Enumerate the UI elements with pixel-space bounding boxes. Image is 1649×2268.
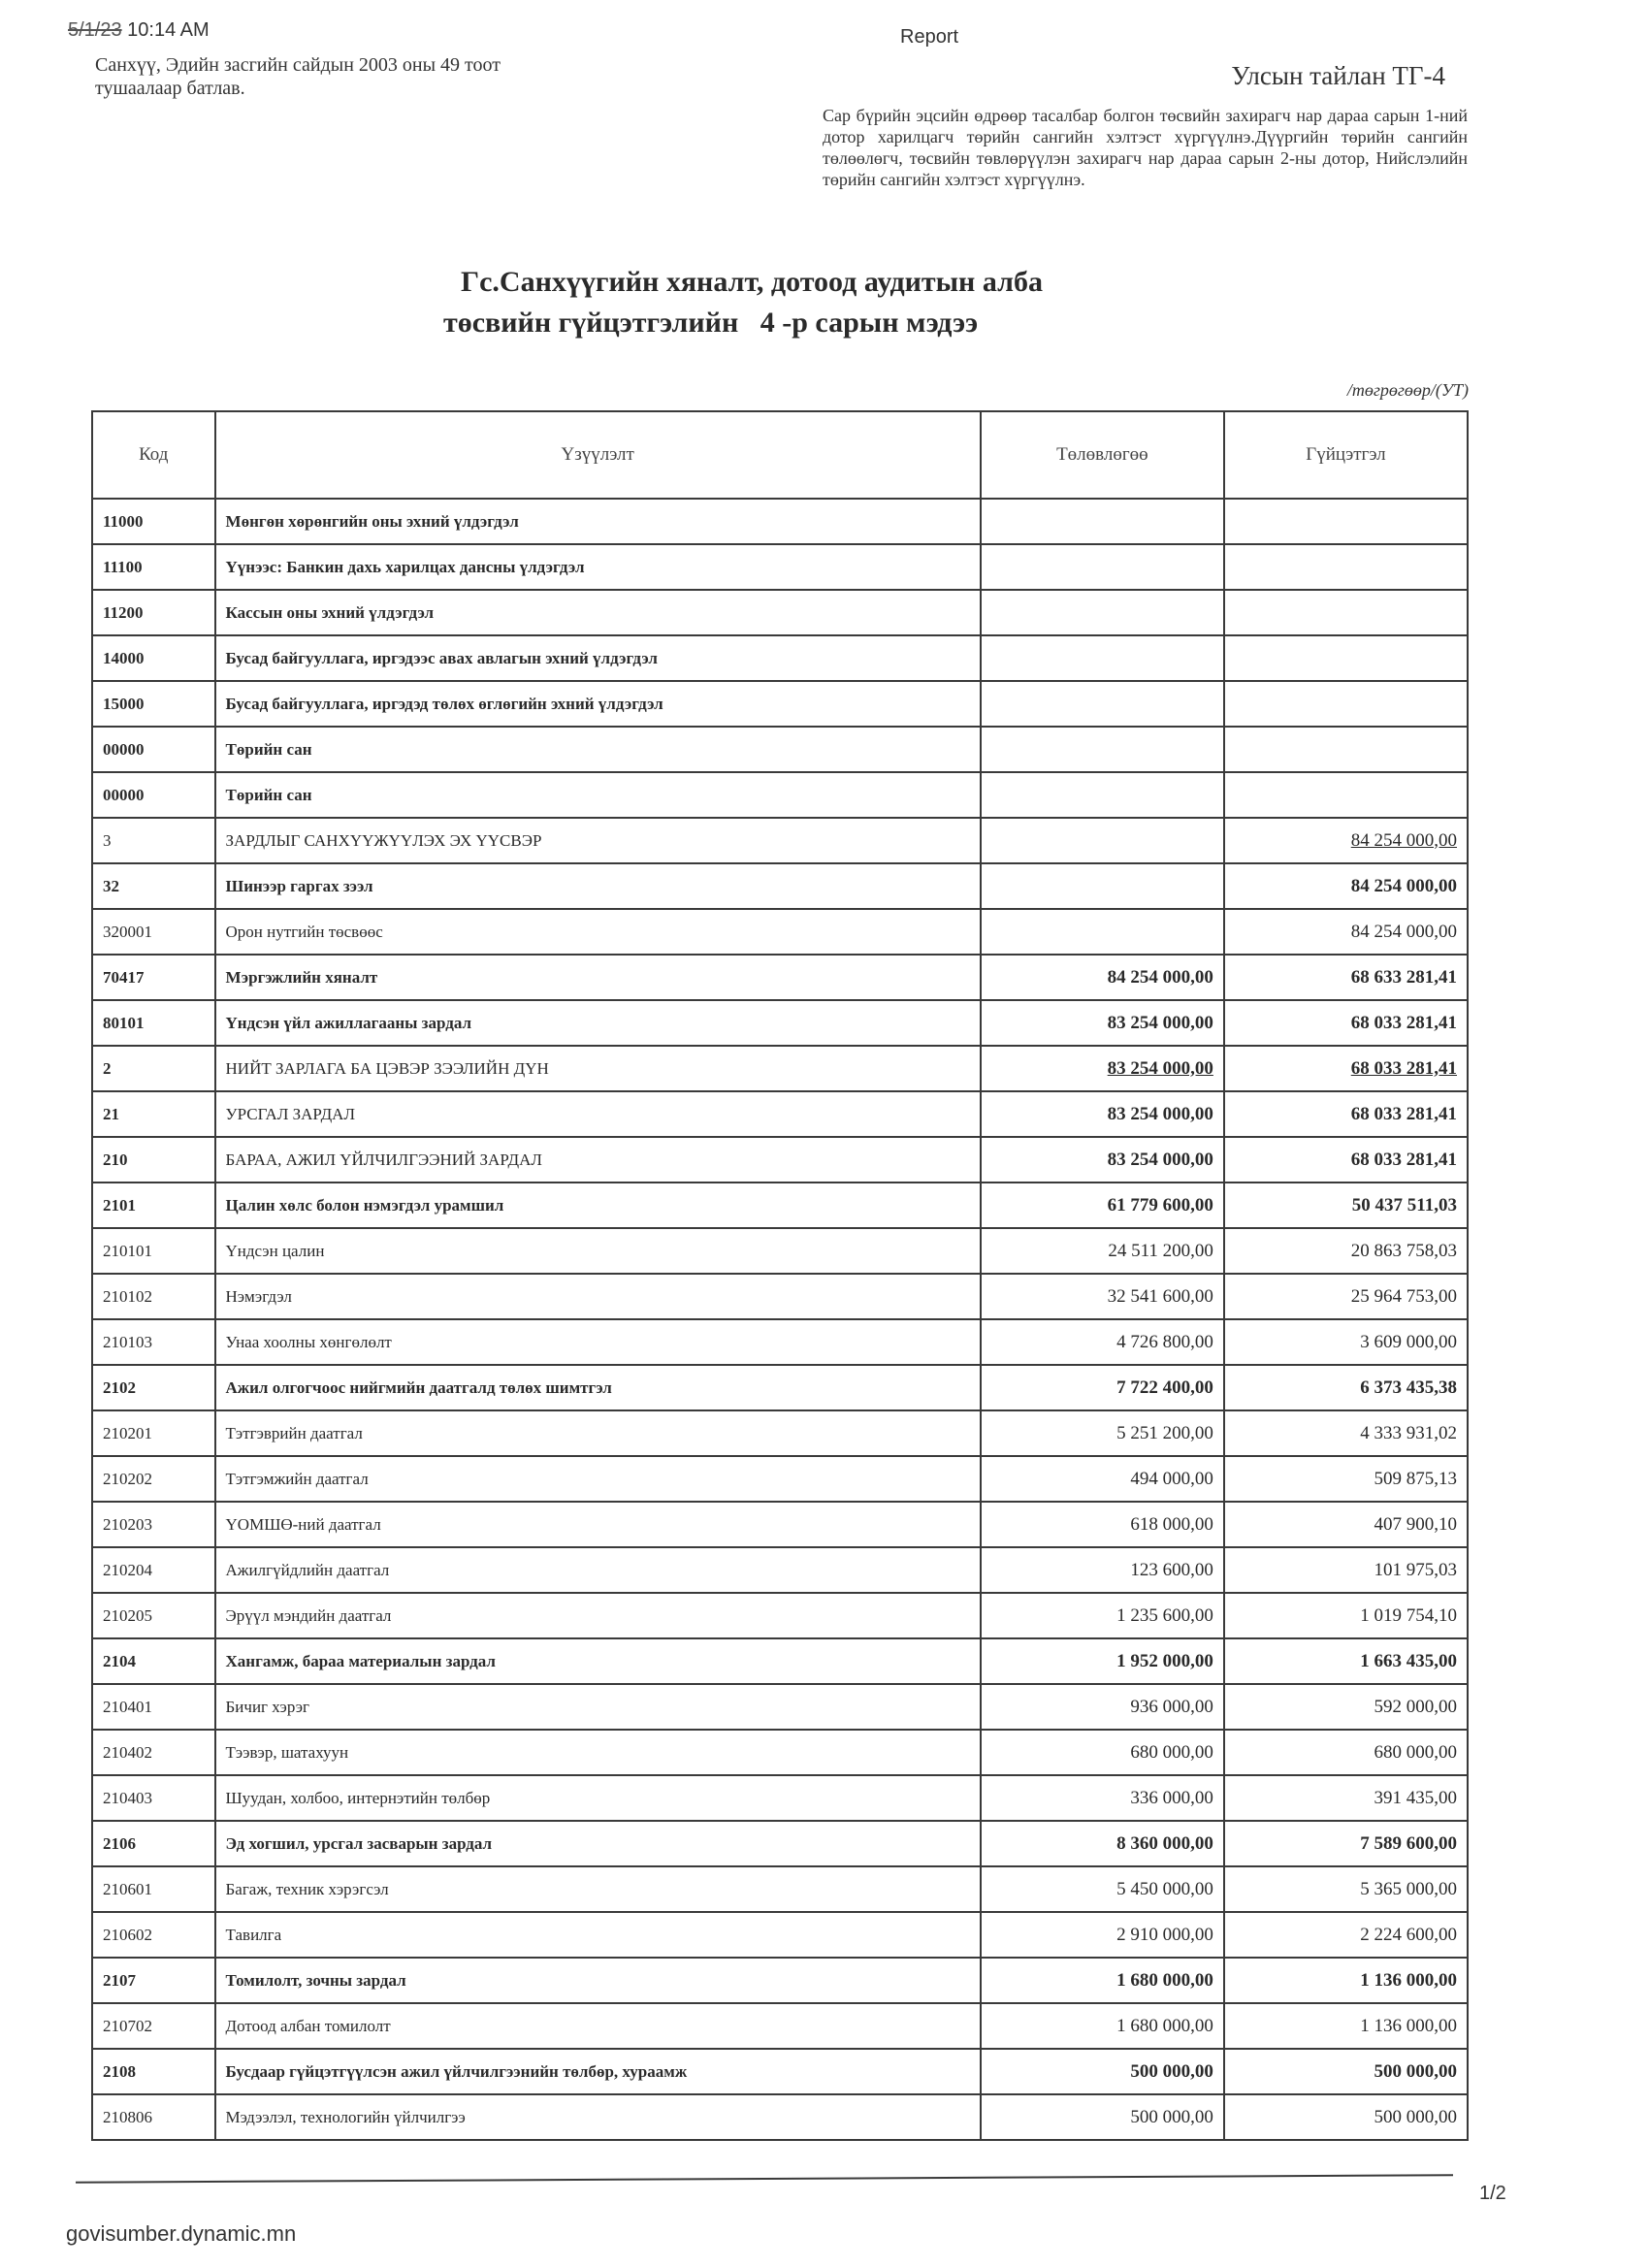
execution-value: 500 000,00 [1374,2060,1457,2082]
cell-execution [1224,1730,1468,1775]
cell-plan [981,863,1224,909]
execution-value: 20 863 758,03 [1350,1240,1457,1261]
cell-plan [981,1866,1224,1912]
table-row [92,1593,1468,1638]
table-row [92,681,1468,727]
execution-value: 1 136 000,00 [1360,2015,1457,2036]
execution-value: 2 224 600,00 [1360,1924,1457,1945]
cell-code: 320001 [92,909,215,955]
execution-value: 6 373 435,38 [1360,1377,1457,1398]
cell-execution [1224,1958,1468,2003]
cell-plan [981,499,1224,544]
cell-plan [981,2094,1224,2140]
cell-code: 70417 [92,955,215,1000]
print-header-title: Report [900,26,959,48]
cell-description: Тэтгэмжийн даатгал [215,1456,981,1502]
execution-value: 1 019 754,10 [1360,1604,1457,1626]
cell-description: Багаж, техник хэрэгсэл [215,1866,981,1912]
execution-value: 68 033 281,41 [1350,1149,1457,1170]
table-row [92,1365,1468,1410]
footer-site-url: govisumber.dynamic.mn [66,2221,297,2246]
plan-value: 1 235 600,00 [1116,1604,1213,1626]
table-row [92,1228,1468,1274]
cell-execution [1224,1593,1468,1638]
plan-value: 500 000,00 [1130,2106,1213,2127]
cell-execution [1224,635,1468,681]
cell-description: НИЙТ ЗАРЛАГА БА ЦЭВЭР ЗЭЭЛИЙН ДҮН [215,1046,981,1091]
cell-code: 210103 [92,1319,215,1365]
table-row [92,1183,1468,1228]
cell-code: 14000 [92,635,215,681]
cell-execution [1224,2049,1468,2094]
plan-value: 494 000,00 [1130,1468,1213,1489]
table-row [92,544,1468,590]
cell-description: Эрүүл мэндийн даатгал [215,1593,981,1638]
header-description: Үзүүлэлт [215,411,981,499]
cell-execution [1224,1365,1468,1410]
cell-code: 2108 [92,2049,215,2094]
cell-description: Нэмэгдэл [215,1274,981,1319]
plan-value: 83 254 000,00 [1107,1012,1213,1033]
table-row [92,499,1468,544]
cell-code: 210602 [92,1912,215,1958]
table-row [92,2094,1468,2140]
cell-description: Орон нутгийн төсвөөс [215,909,981,955]
cell-code: 2 [92,1046,215,1091]
cell-execution [1224,818,1468,863]
cell-code: 210205 [92,1593,215,1638]
cell-execution [1224,1912,1468,1958]
report-title-line-2: төсвийн гүйцэтгэлийн 4 -р сарын мэдээ [443,307,979,339]
cell-execution [1224,544,1468,590]
table-row [92,772,1468,818]
cell-description: Бусад байгууллага, иргэдээс авах авлагын эхний үлдэгдэл [215,635,981,681]
plan-value: 336 000,00 [1130,1787,1213,1808]
cell-plan [981,1091,1224,1137]
plan-value: 4 726 800,00 [1116,1331,1213,1352]
report-title [388,262,1261,343]
execution-value: 592 000,00 [1374,1696,1457,1717]
table-row [92,1775,1468,1821]
cell-code: 11000 [92,499,215,544]
execution-value: 7 589 600,00 [1360,1832,1457,1854]
approval-line-1: Санхүү, Эдийн засгийн сайдын 2003 оны 49 тоот [95,54,501,76]
plan-value: 32 541 600,00 [1107,1285,1213,1307]
execution-value: 68 033 281,41 [1350,1103,1457,1124]
execution-value: 1 136 000,00 [1360,1969,1457,1991]
cell-execution [1224,1274,1468,1319]
execution-value: 84 254 000,00 [1350,829,1457,851]
cell-plan [981,1958,1224,2003]
cell-execution [1224,863,1468,909]
cell-code: 210204 [92,1547,215,1593]
execution-value: 68 033 281,41 [1350,1012,1457,1033]
execution-value: 1 663 435,00 [1360,1650,1457,1671]
currency-unit: /төгрөгөөр/(УТ) [1346,380,1469,400]
cell-plan [981,544,1224,590]
table-row [92,727,1468,772]
print-date: 5/1/23 [68,19,122,41]
cell-plan [981,1547,1224,1593]
cell-description: Унаа хоолны хөнгөлөлт [215,1319,981,1365]
cell-plan [981,590,1224,635]
cell-description: Үүнээс: Банкин дахь харилцах дансны үлдэгдэл [215,544,981,590]
cell-plan [981,2049,1224,2094]
plan-value: 83 254 000,00 [1107,1149,1213,1170]
header-execution: Гүйцэтгэл [1224,411,1468,499]
plan-value: 5 251 200,00 [1116,1422,1213,1443]
cell-execution [1224,2094,1468,2140]
cell-plan [981,1365,1224,1410]
plan-value: 84 254 000,00 [1107,966,1213,988]
cell-code: 2101 [92,1183,215,1228]
table-row [92,1046,1468,1091]
table-row [92,1274,1468,1319]
cell-plan [981,1046,1224,1091]
cell-code: 11100 [92,544,215,590]
cell-description: Үндсэн үйл ажиллагааны зардал [215,1000,981,1046]
cell-description: Бичиг хэрэг [215,1684,981,1730]
plan-value: 83 254 000,00 [1107,1103,1213,1124]
plan-value: 936 000,00 [1130,1696,1213,1717]
cell-execution [1224,1410,1468,1456]
print-timestamp [68,19,210,42]
cell-description: Тээвэр, шатахуун [215,1730,981,1775]
approval-line-2: тушаалаар батлав. [95,78,245,99]
table-row [92,1684,1468,1730]
footer-divider [76,2174,1453,2183]
table-row [92,909,1468,955]
table-row [92,1638,1468,1684]
cell-execution [1224,1091,1468,1137]
cell-plan [981,909,1224,955]
cell-description: ҮОМШӨ-ний даатгал [215,1502,981,1547]
table-row [92,863,1468,909]
table-row [92,955,1468,1000]
print-time: 10:14 AM [127,19,210,41]
table-row [92,1000,1468,1046]
cell-description: БАРАА, АЖИЛ ҮЙЛЧИЛГЭЭНИЙ ЗАРДАЛ [215,1137,981,1183]
table-row [92,1319,1468,1365]
cell-description: Ажил олгогчоос нийгмийн даатгалд төлөх шимтгэл [215,1365,981,1410]
execution-value: 4 333 931,02 [1360,1422,1457,1443]
cell-code: 3 [92,818,215,863]
cell-code: 210403 [92,1775,215,1821]
cell-description: Тэтгэврийн даатгал [215,1410,981,1456]
cell-execution [1224,499,1468,544]
cell-code: 00000 [92,772,215,818]
cell-plan [981,1593,1224,1638]
report-title-line-1: Гс.Санхүүгийн хяналт, дотоод аудитын алба [461,266,1043,298]
cell-execution [1224,1866,1468,1912]
cell-execution [1224,1821,1468,1866]
table-row [92,1821,1468,1866]
plan-value: 618 000,00 [1130,1513,1213,1535]
cell-code: 210202 [92,1456,215,1502]
cell-execution [1224,681,1468,727]
cell-execution [1224,1228,1468,1274]
cell-execution [1224,1502,1468,1547]
execution-value: 5 365 000,00 [1360,1878,1457,1899]
cell-description: Томилолт, зочны зардал [215,1958,981,2003]
table-row [92,1866,1468,1912]
cell-plan [981,635,1224,681]
cell-execution [1224,1638,1468,1684]
plan-value: 1 680 000,00 [1116,2015,1213,2036]
cell-description: Кассын оны эхний үлдэгдэл [215,590,981,635]
cell-plan [981,2003,1224,2049]
cell-code: 11200 [92,590,215,635]
plan-value: 123 600,00 [1130,1559,1213,1580]
budget-execution-table [91,410,1469,2141]
execution-value: 509 875,13 [1374,1468,1457,1489]
cell-description: Үндсэн цалин [215,1228,981,1274]
cell-code: 210402 [92,1730,215,1775]
cell-plan [981,1410,1224,1456]
cell-code: 2104 [92,1638,215,1684]
cell-description: ЗАРДЛЫГ САНХҮҮЖҮҮЛЭХ ЭХ ҮҮСВЭР [215,818,981,863]
cell-plan [981,1912,1224,1958]
cell-plan [981,955,1224,1000]
table-row [92,1730,1468,1775]
cell-description: Төрийн сан [215,772,981,818]
cell-plan [981,727,1224,772]
cell-execution [1224,1456,1468,1502]
cell-code: 210201 [92,1410,215,1456]
cell-code: 00000 [92,727,215,772]
cell-description: Төрийн сан [215,727,981,772]
plan-value: 7 722 400,00 [1116,1377,1213,1398]
cell-execution [1224,1547,1468,1593]
execution-value: 25 964 753,00 [1350,1285,1457,1307]
header-code: Код [92,411,215,499]
cell-description: Мэдээлэл, технологийн үйлчилгээ [215,2094,981,2140]
table-row [92,1958,1468,2003]
execution-value: 68 633 281,41 [1350,966,1457,988]
cell-plan [981,1137,1224,1183]
plan-value: 1 680 000,00 [1116,1969,1213,1991]
cell-description: Мөнгөн хөрөнгийн оны эхний үлдэгдэл [215,499,981,544]
cell-plan [981,1638,1224,1684]
cell-description: Тавилга [215,1912,981,1958]
cell-execution [1224,909,1468,955]
cell-code: 32 [92,863,215,909]
cell-execution [1224,590,1468,635]
cell-description: Эд хогшил, урсгал засварын зардал [215,1821,981,1866]
table-row [92,2049,1468,2094]
cell-execution [1224,727,1468,772]
page-number: 1/2 [1479,2183,1506,2204]
cell-execution [1224,1000,1468,1046]
execution-value: 101 975,03 [1374,1559,1457,1580]
cell-code: 210203 [92,1502,215,1547]
cell-description: Шуудан, холбоо, интернэтийн төлбөр [215,1775,981,1821]
table-row [92,1502,1468,1547]
cell-description: Мэргэжлийн хяналт [215,955,981,1000]
cell-code: 2107 [92,1958,215,2003]
table-row [92,1410,1468,1456]
cell-plan [981,1456,1224,1502]
cell-execution [1224,955,1468,1000]
cell-description: Бусдаар гүйцэтгүүлсэн ажил үйлчилгээнийн төлбөр, хураамж [215,2049,981,2094]
cell-code: 210101 [92,1228,215,1274]
cell-code: 80101 [92,1000,215,1046]
cell-plan [981,1730,1224,1775]
cell-code: 210806 [92,2094,215,2140]
execution-value: 680 000,00 [1374,1741,1457,1763]
cell-plan [981,1274,1224,1319]
cell-description: Дотоод албан томилолт [215,2003,981,2049]
cell-plan [981,1502,1224,1547]
header-plan: Төлөвлөгөө [981,411,1224,499]
cell-description: Бусад байгууллага, иргэдэд төлөх өглөгийн эхний үлдэгдэл [215,681,981,727]
cell-code: 2102 [92,1365,215,1410]
cell-execution [1224,1137,1468,1183]
cell-plan [981,1775,1224,1821]
cell-description: Хангамж, бараа материалын зардал [215,1638,981,1684]
cell-description: Ажилгүйдлийн даатгал [215,1547,981,1593]
cell-execution [1224,1319,1468,1365]
cell-plan [981,772,1224,818]
cell-code: 210102 [92,1274,215,1319]
execution-value: 84 254 000,00 [1350,921,1457,942]
plan-value: 24 511 200,00 [1108,1240,1213,1261]
table-row [92,1137,1468,1183]
cell-description: Цалин хөлс болон нэмэгдэл урамшил [215,1183,981,1228]
table-row [92,1456,1468,1502]
approval-note [95,53,599,100]
cell-execution [1224,1046,1468,1091]
plan-value: 680 000,00 [1130,1741,1213,1763]
table-row [92,2003,1468,2049]
execution-value: 391 435,00 [1374,1787,1457,1808]
table-row [92,1091,1468,1137]
cell-plan [981,681,1224,727]
form-code: Улсын тайлан ТГ-4 [1231,61,1445,90]
plan-value: 5 450 000,00 [1116,1878,1213,1899]
cell-execution [1224,1684,1468,1730]
execution-value: 68 033 281,41 [1350,1057,1457,1079]
cell-code: 210601 [92,1866,215,1912]
plan-value: 500 000,00 [1130,2060,1213,2082]
submission-instructions: Сар бүрийн эцсийн өдрөөр тасалбар болгон төсвийн захирагч нар дараа сарын 1-ний дотор харилцагч төрийн сангийн хэлтэст хүргүүлнэ.Дүүргийн төрийн сангийн төлөөлөгч, төсвийн төвлөрүүлэн захирагч нар дараа сарын 2-ны дотор, Нийслэлийн төрийн сангийн хэлтэст хүргүүлнэ. [823,106,1468,189]
plan-value: 1 952 000,00 [1116,1650,1213,1671]
cell-execution [1224,1775,1468,1821]
cell-code: 210702 [92,2003,215,2049]
table-row [92,1912,1468,1958]
cell-description: Шинээр гаргах зээл [215,863,981,909]
cell-plan [981,1821,1224,1866]
plan-value: 2 910 000,00 [1116,1924,1213,1945]
cell-plan [981,1684,1224,1730]
cell-code: 210 [92,1137,215,1183]
plan-value: 83 254 000,00 [1107,1057,1213,1079]
execution-value: 84 254 000,00 [1350,875,1457,896]
cell-code: 21 [92,1091,215,1137]
cell-execution [1224,772,1468,818]
execution-value: 50 437 511,03 [1351,1194,1457,1215]
table-row [92,590,1468,635]
cell-plan [981,1319,1224,1365]
execution-value: 500 000,00 [1374,2106,1457,2127]
cell-plan [981,818,1224,863]
execution-value: 407 900,10 [1374,1513,1457,1535]
cell-code: 2106 [92,1821,215,1866]
plan-value: 61 779 600,00 [1107,1194,1213,1215]
cell-plan [981,1228,1224,1274]
table-row [92,635,1468,681]
table-header-row [92,411,1468,499]
cell-plan [981,1183,1224,1228]
table-row [92,818,1468,863]
execution-value: 3 609 000,00 [1360,1331,1457,1352]
plan-value: 8 360 000,00 [1116,1832,1213,1854]
table-row [92,1547,1468,1593]
cell-execution [1224,2003,1468,2049]
cell-execution [1224,1183,1468,1228]
cell-code: 210401 [92,1684,215,1730]
cell-description: УРСГАЛ ЗАРДАЛ [215,1091,981,1137]
cell-code: 15000 [92,681,215,727]
cell-plan [981,1000,1224,1046]
